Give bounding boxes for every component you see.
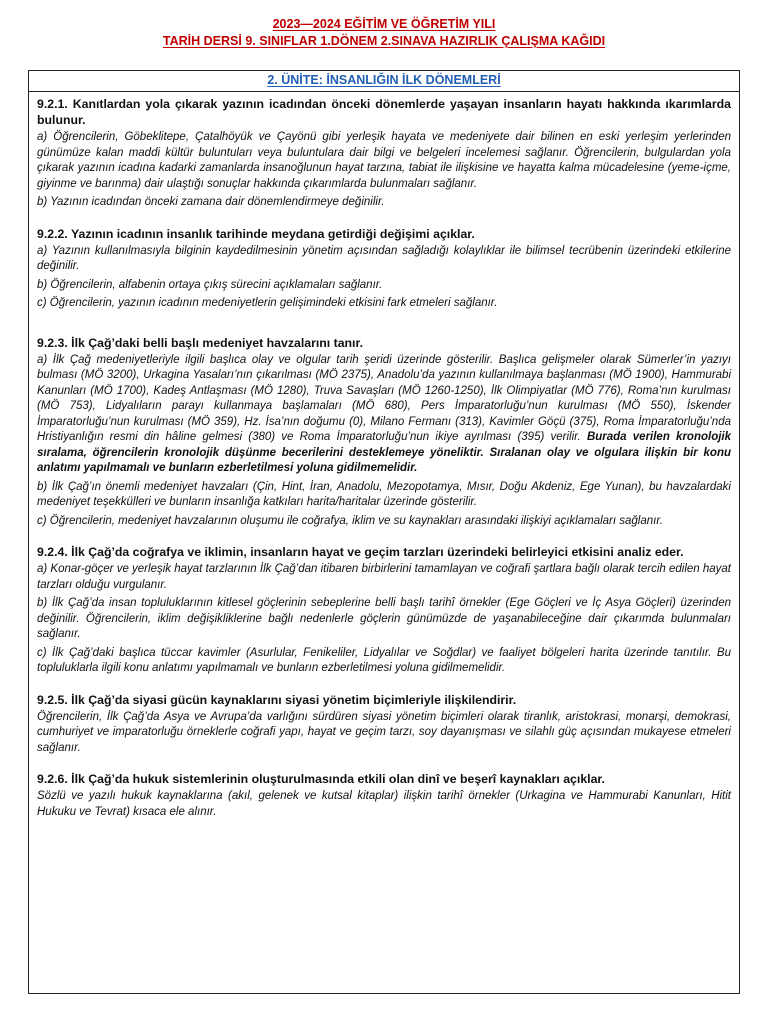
item-emphasis: Burada verilen kronolojik sıralama, öğrencilerin kronolojik düşünme becerilerini desteklemeye yöneliktir. Sıralanan olay ve olgulara ilişkin bir konu anlatımı yapılmamalı ve bunların ezberletilmesi yoluna gidilmemelidir.	[37, 431, 732, 474]
section-item: b) İlk Çağ’ın önemli medeniyet havzaları (Çin, Hint, İran, Anadolu, Mezopotamya, Mısır, Doğu Akdeniz, Ege Yunan), bu havzalardaki medeniyet teşekkülleri ve bunların insanlığa katkıları harita/haritalar üzerinde gösterilir.	[37, 480, 731, 508]
section-item: b) İlk Çağ’da insan topluluklarının kitlesel göçlerinin sebeplerine belli başlı tarihî örnekler (Ege Göçleri ve İç Asya Göçleri) üzerinden değinilir. Öğrencilerin, iklim değişikliklerine bağlı nedenlerle göçlerin günümüzde de yaşanabileceğine dair çıkarımda bulunmaları sağlanır.	[37, 597, 731, 640]
section-heading: 9.2.1. Kanıtlardan yola çıkarak yazının icadından önceki dönemlerde yaşayan insanların hayatı hakkında ıkarımlarda bulunur.	[37, 97, 731, 127]
section-item: c) Öğrencilerin, yazının icadının medeniyetlerin gelişimindeki etkisini fark etmeleri sağlanır.	[37, 297, 498, 309]
section-item: b) Yazının icadından önceki zamana dair dönemlendirmeye değinilir.	[37, 196, 385, 208]
section-9-2-6	[37, 771, 731, 820]
content-frame	[28, 70, 740, 994]
content-body	[29, 92, 739, 820]
section-heading: 9.2.5. İlk Çağ’da siyasi gücün kaynaklarını siyasi yönetim biçimleriyle ilişkilendirir.	[37, 692, 517, 707]
school-year-title: 2023—2024 EĞİTİM VE ÖĞRETİM YILI	[272, 17, 496, 31]
section-item: b) Öğrencilerin, alfabenin ortaya çıkış sürecini açıklamaları sağlanır.	[37, 278, 383, 291]
section-item: c) Öğrencilerin, medeniyet havzalarının oluşumu ile coğrafya, iklim ve su kaynakları arasındaki ilişkiyi açıklamaları sağlanır.	[37, 514, 663, 527]
section-item: a) Konar-göçer ve yerleşik hayat tarzlarının İlk Çağ’dan itibaren birbirlerini tamamlayan ve coğrafi şartlara bağlı olarak tercih edilen hayat tarzları olduğu vurgulanır.	[37, 563, 731, 591]
section-9-2-2	[37, 226, 731, 312]
worksheet-title: TARİH DERSİ 9. SINIFLAR 1.DÖNEM 2.SINAVA HAZIRLIK ÇALIŞMA KAĞIDI	[162, 34, 606, 48]
section-heading: 9.2.4. İlk Çağ’da coğrafya ve iklimin, insanların hayat ve geçim tarzları üzerindeki belirleyici etkisini analiz eder.	[37, 545, 684, 559]
section-item: c) İlk Çağ’daki başlıca tüccar kavimler (Asurlular, Fenikeliler, Lidyalılar ve Soğdlar) ve faaliyet bölgeleri harita üzerinde tanıtılır. Bu topluluklarla ilgili konu anlatımı yapılmamalı ve bunların ezberletilmesi yoluna gidilmemelidir.	[37, 646, 731, 674]
section-9-2-1	[37, 96, 731, 211]
section-item: Öğrencilerin, İlk Çağ’da Asya ve Avrupa’da varlığını sürdüren siyasi yönetim biçimleri olarak tiranlık, aristokrasi, monarşi, demokrasi, cumhuriyet ve imparatorluğu örneklerle coğrafi yapı, hayat ve geçim tarzı, soy dayanışması ve silahlı güç açısından mukayese etmeleri sağlanır.	[37, 710, 731, 754]
section-item: Sözlü ve yazılı hukuk kaynaklarına (akıl, gelenek ve kutsal kitaplar) ilişkin tarihî örnekler (Urkagina ve Hammurabi Kanunları, Hitit Hukuku ve Tevrat) kısaca ele alınır.	[37, 790, 731, 818]
section-9-2-5	[37, 692, 731, 757]
section-item: a) Öğrencilerin, Göbeklitepe, Çatalhöyük ve Çayönü gibi yerleşik hayata ve medeniyete dair bilinen en eski yerleşim yerlerinden günümüze kalan maddi kültür buluntuları veya buluntulara dair bilgi ve belgeleri incelemesi sağlanır. Öğrencilerin, bulgulardan yola çıkarak yazının icadına kadarki zamanlarda insanoğlunun hayat tarzına, tabiat ile ilişkisine ve hayatta kalma mücadelesine (yeme-içme, giyinme ve barınma) dair ulaştığı sonuçlar hakkında çıkarımlarda bulunmaları sağlanır.	[37, 131, 731, 190]
section-heading: 9.2.2. Yazının icadının insanlık tarihinde meydana getirdiği değişimi açıklar.	[37, 226, 475, 241]
section-heading: 9.2.3. İlk Çağ’daki belli başlı medeniyet havzalarını tanır.	[37, 335, 363, 350]
section-item	[37, 353, 731, 477]
document-header	[0, 16, 768, 50]
section-9-2-3	[37, 335, 731, 530]
section-item: a) Yazının kullanılmasıyla bilginin kaydedilmesinin yönetim açısından sağladığı kolaylıklar ile bilimsel tecrübenin üzerindeki etkilerine değinilir.	[37, 244, 731, 272]
section-heading: 9.2.6. İlk Çağ’da hukuk sistemlerinin oluşturulmasında etkili olan dinî ve beşerî kaynakları açıklar.	[37, 772, 605, 786]
item-text: a) İlk Çağ medeniyetleriyle ilgili başlıca olay ve olgular tarih şeridi üzerinde gösterilir. Başlıca gelişmeler olarak Sümerler’in yazıyı bulması (MÖ 3200), Urkagina Yasaları’nın çıkarılması (MÖ 2375), Anadolu’da yazının kullanılmaya başlanması (MÖ 1900), Hammurabi Kanunları (MÖ 1700), Kadeş Antlaşması (MÖ 1280), Truva Savaşları (MÖ 1260-1250), İlk Olimpiyatlar (MÖ 776), Roma’nın kurulması (MÖ 753), Lidyalıların parayı kullanmaya başlamaları (MÖ 680), Pers İmparatorluğu’nun kurulması (MÖ 550), İskender İmparatorluğu’nun kurulması (MÖ 359), Hz. İsa’nın doğumu (0), Milano Fermanı (313), Kavimler Göçü (375), Roma İmparatorluğu’nda Hristiyanlığın resmi din hâline gelmesi (380) ve Roma İmparatorluğu’nun ikiye ayrılması (395) verilir.	[37, 353, 731, 443]
section-9-2-4	[37, 544, 731, 677]
unit-title: 2. ÜNİTE: İNSANLIĞIN İLK DÖNEMLERİ	[29, 71, 739, 92]
